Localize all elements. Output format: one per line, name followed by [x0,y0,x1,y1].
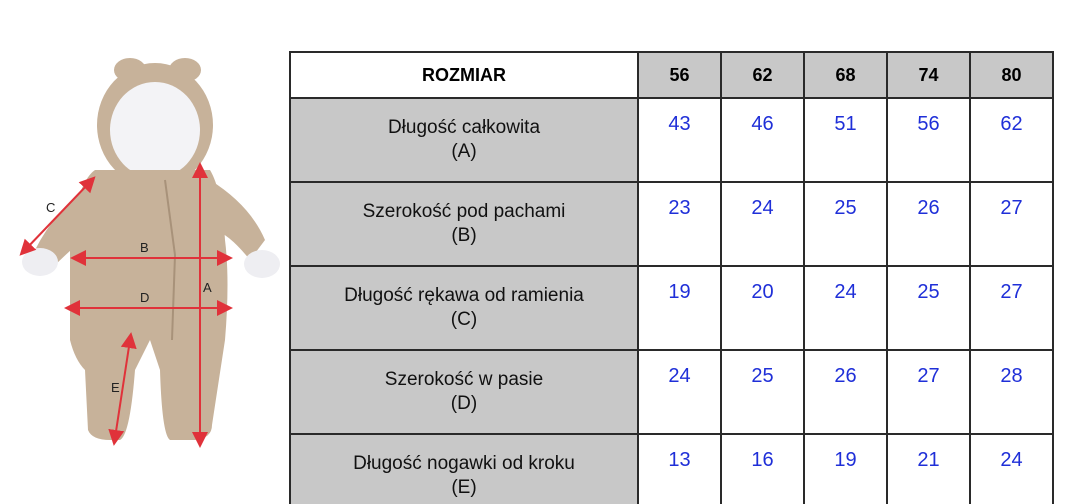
value-cell: 51 [804,98,887,182]
row-name: Długość całkowita [387,117,541,138]
label-e: E [111,380,120,395]
table-row [290,350,1053,434]
label-d: D [140,290,150,305]
row-name: Szerokość w pasie [384,369,544,390]
table-header-row [290,52,1053,98]
value-cell: 24 [970,434,1053,504]
baby-jumpsuit-illustration [0,40,300,460]
row-label [290,266,638,350]
value-cell: 28 [970,350,1053,434]
value-cell: 27 [970,266,1053,350]
row-name: Długość nogawki od kroku [353,453,575,474]
label-a: A [203,280,212,295]
header-rozmiar: ROZMIAR [290,52,638,98]
table-row [290,266,1053,350]
size-table [289,51,1054,504]
row-label [290,350,638,434]
value-cell: 56 [887,98,970,182]
value-cell: 25 [721,350,804,434]
header-size: 56 [638,52,721,98]
hood-lining [110,82,200,178]
row-code: (A) [451,141,477,162]
value-cell: 21 [887,434,970,504]
table-row [290,98,1053,182]
value-cell: 43 [638,98,721,182]
value-cell: 19 [804,434,887,504]
row-name: Długość rękawa od ramienia [344,285,584,306]
header-size: 62 [721,52,804,98]
value-cell: 24 [638,350,721,434]
header-size: 68 [804,52,887,98]
value-cell: 13 [638,434,721,504]
row-code: (C) [450,309,478,330]
value-cell: 26 [887,182,970,266]
row-label [290,98,638,182]
label-c: C [46,200,56,215]
header-size: 80 [970,52,1053,98]
value-cell: 46 [721,98,804,182]
table-row [290,182,1053,266]
row-code: (D) [450,393,478,414]
header-size: 74 [887,52,970,98]
row-label [290,182,638,266]
value-cell: 24 [804,266,887,350]
value-cell: 25 [887,266,970,350]
value-cell: 25 [804,182,887,266]
value-cell: 19 [638,266,721,350]
label-b: B [140,240,149,255]
value-cell: 23 [638,182,721,266]
value-cell: 27 [970,182,1053,266]
row-name: Szerokość pod pachami [362,201,566,222]
value-cell: 24 [721,182,804,266]
value-cell: 20 [721,266,804,350]
table-row [290,434,1053,504]
value-cell: 27 [887,350,970,434]
left-cuff [22,248,58,276]
value-cell: 62 [970,98,1053,182]
right-cuff [244,250,280,278]
row-label [290,434,638,504]
row-code: (B) [451,225,477,246]
value-cell: 16 [721,434,804,504]
row-code: (E) [451,477,477,498]
value-cell: 26 [804,350,887,434]
